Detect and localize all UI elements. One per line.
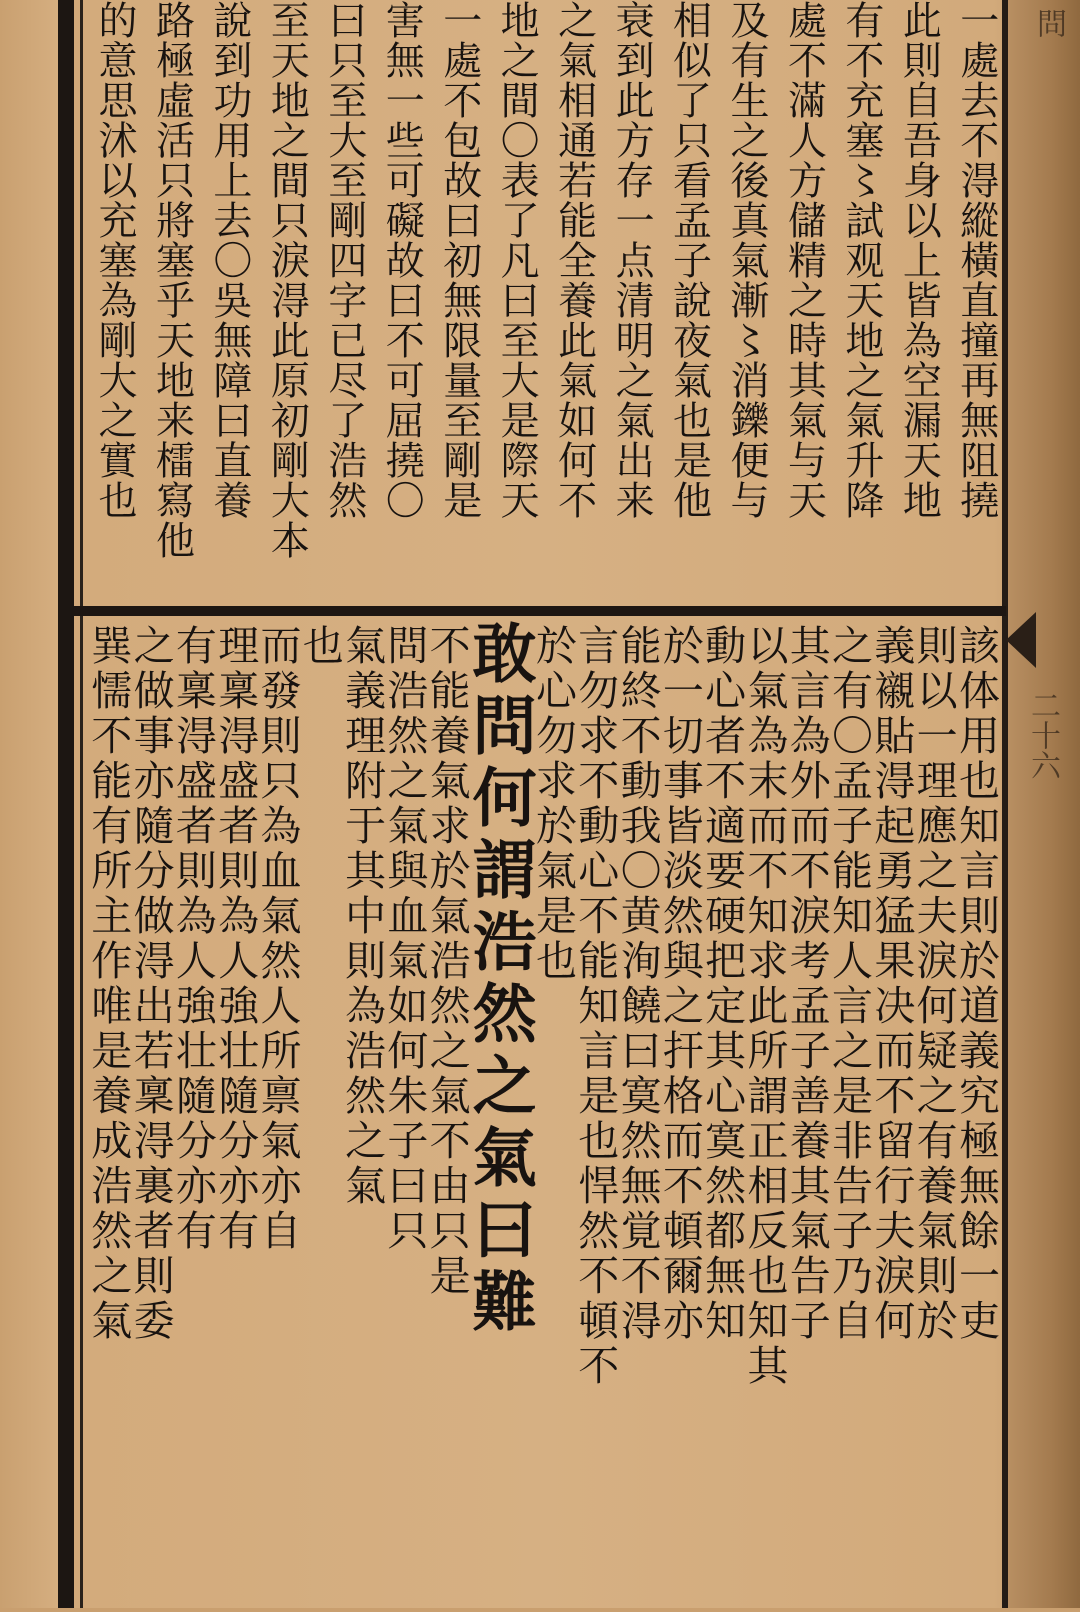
fish-tail-mark	[1006, 612, 1036, 668]
text-column: 於一切事皆淡然與之扞格而不頓爾亦	[655, 624, 704, 1344]
text-column: 巽懦不能有所主作唯是養成浩然之氣	[84, 624, 133, 1344]
text-column: 衰到此方存一点清明之氣出来	[609, 0, 655, 520]
text-column: 動心者不適要硬把定其心寞然都無知	[698, 624, 747, 1344]
text-column: 有不充塞〻試观天地之氣升降	[838, 0, 884, 520]
text-column: 一處不包故曰初無限量至剛是	[436, 0, 482, 520]
text-column: 理稟淂盛者則為人強壮隨分亦有	[211, 624, 260, 1254]
text-column: 言勿求不動心不能知言是也悍然不頓不	[571, 624, 620, 1389]
text-column: 能終不動我〇黄洵饒曰寞然無覚不淂	[613, 624, 662, 1344]
text-column: 害無一些可礙故曰不可屈撓〇	[379, 0, 425, 520]
text-column: 地之間〇表了凡曰至大是際天	[494, 0, 540, 520]
text-column: 及有生之後真氣漸〻消鑠便与	[723, 0, 769, 520]
text-column: 則以一理應之夫淚何疑之有養氣則於	[909, 624, 958, 1344]
text-column: 之有〇孟子能知人言之是非告子乃自	[825, 624, 874, 1344]
text-column: 以氣為末而不知求此所謂正相反也知其	[740, 624, 789, 1389]
text-column: 一處去不淂縱橫直撞再無阻撓	[953, 0, 999, 520]
edge-mark-middle: 二十六	[1025, 690, 1060, 780]
text-column: 此則自吾身以上皆為空漏天地	[896, 0, 942, 520]
text-column: 說到功用上去〇吳無障曰直養	[206, 0, 252, 520]
text-column: 曰只至大至剛四字已尽了浩然	[321, 0, 367, 520]
text-column: 不能養氣求於氣浩然之氣不由只是	[422, 624, 471, 1299]
register-divider	[74, 606, 1006, 616]
text-column: 相似了只看孟子說夜氣也是他	[666, 0, 712, 520]
left-border-thick	[58, 0, 74, 1608]
text-column: 之做事亦隨分做淂出若稟淂裏者則委	[126, 624, 175, 1344]
text-column: 氣義理附于其中則為浩然之氣	[338, 624, 387, 1209]
left-margin	[0, 0, 58, 1608]
text-column: 於心勿求於氣是也	[528, 624, 577, 984]
text-column: 該体用也知言則於道義究極無餘一吏	[951, 624, 1000, 1344]
upper-commentary-register	[86, 0, 999, 604]
text-column: 而發則只為血氣然人所禀氣亦自	[253, 624, 302, 1254]
text-column: 處不滿人方儲精之時其氣与天	[781, 0, 827, 520]
heading-column: 敢問何謂浩然之氣曰難	[461, 620, 537, 1340]
edge-mark-top: 問	[1031, 8, 1066, 38]
lower-main-register	[84, 620, 1000, 1608]
text-column: 之氣相通若能全養此氣如何不	[551, 0, 597, 520]
text-column: 至天地之間只淚淂此原初剛大本	[264, 0, 310, 560]
text-column: 路極虛活只將塞乎天地来檑寫他	[149, 0, 195, 560]
text-column: 有稟淂盛者則為人強壮隨分亦有	[168, 624, 217, 1254]
text-column: 問浩然之氣與血氣如何朱子曰只	[380, 624, 429, 1254]
left-border-thin	[80, 0, 83, 1608]
text-column: 的意思沭以充塞為剛大之實也	[92, 0, 137, 520]
text-column: 也	[295, 624, 344, 669]
text-column: 義襯貼淂起勇猛果决而不留行夫淚何	[867, 624, 916, 1344]
text-column: 其言為外而不淚考孟子善養其氣告子	[782, 624, 831, 1344]
